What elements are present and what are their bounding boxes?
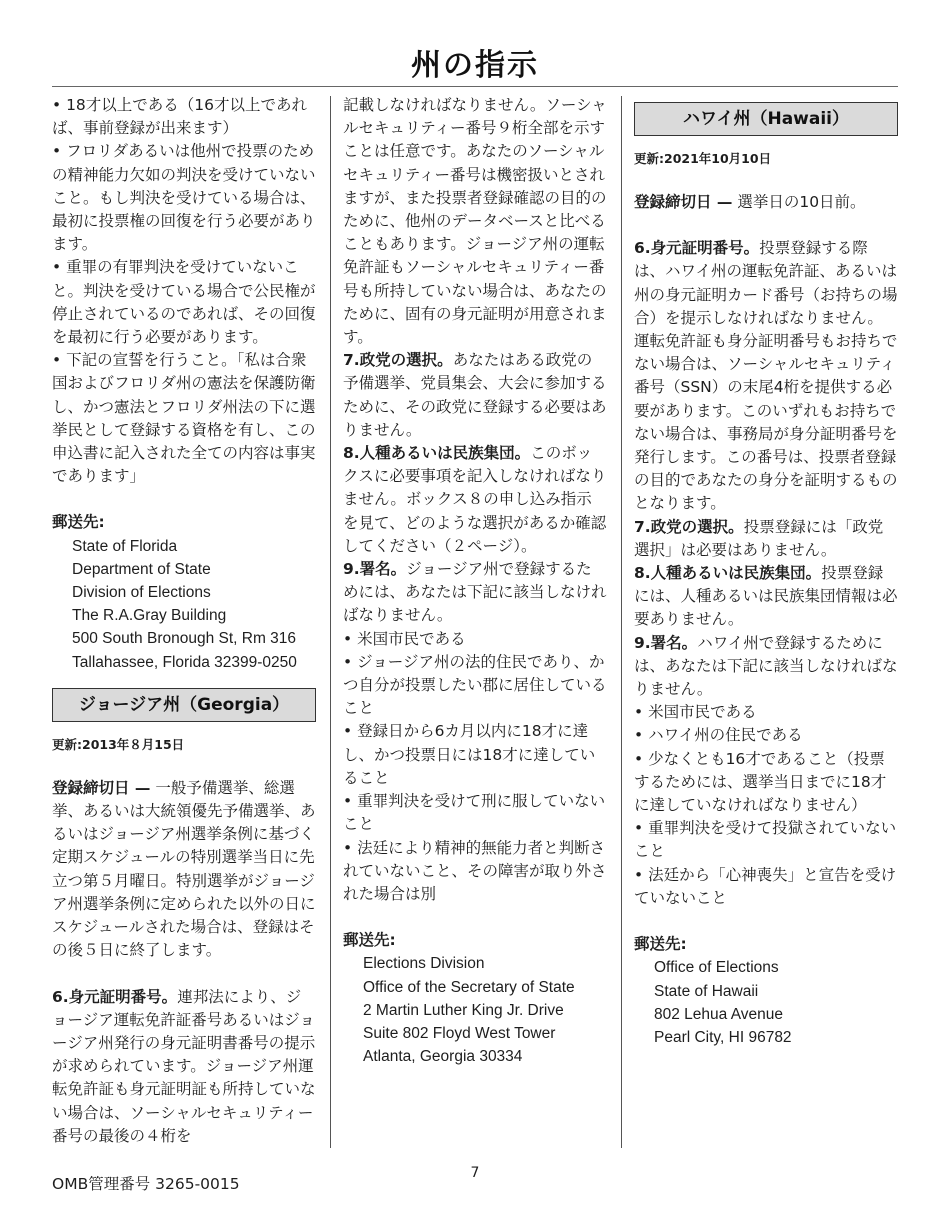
address-line: Office of the Secretary of State <box>363 978 575 996</box>
hawaii-requirement: • 法廷から「心神喪失」と宣告を受けていないこと <box>634 865 897 907</box>
address-line: The R.A.Gray Building <box>72 607 227 625</box>
title-rule <box>52 86 898 87</box>
address-line: Pearl City, HI 96782 <box>654 1028 792 1046</box>
mail-label: 郵送先: <box>634 935 687 954</box>
georgia-address <box>343 952 607 1068</box>
column-2 <box>343 94 607 1068</box>
hawaii-header: ハワイ州（Hawaii） <box>634 102 898 136</box>
georgia-header: ジョージア州（Georgia） <box>52 688 316 722</box>
mail-label: 郵送先: <box>52 513 105 532</box>
address-line: State of Hawaii <box>654 982 759 1000</box>
address-line: State of Florida <box>72 537 178 555</box>
page-number: 7 <box>470 1165 480 1181</box>
florida-requirement: • 18才以上である（16才以上であれば、事前登録が出来ます） <box>52 96 308 138</box>
georgia-signature: 9.署名。ジョージア州で登録するためには、あなたは下記に該当しなければなりません。 <box>343 560 607 625</box>
mail-label: 郵送先: <box>343 931 396 950</box>
georgia-deadline: 登録締切日 — 一般予備選挙、総選挙、あるいは大統領優先予備選挙、あるいはジョージア州選挙条例に基づく定期スケジュールの特別選挙当日に先立つ第５月曜日。特別選挙がジョージア州選挙条例に定められた以外の日にスケジュールされた場合は、登録はその後５日に終了します。 <box>52 778 316 960</box>
address-line: Office of Elections <box>654 959 779 977</box>
address-line: Division of Elections <box>72 584 211 602</box>
florida-requirement: • 重罪の有罪判決を受けていないこと。判決を受けている場合で公民権が停止されているのであれば、その回復を最初に行う必要があります。 <box>52 258 316 347</box>
page-title: 州の指示 <box>411 48 539 83</box>
hawaii-requirement: • 重罪判決を受けて投獄されていないこと <box>634 819 897 861</box>
georgia-requirement: • 米国市民である <box>343 629 466 648</box>
florida-requirement: • フロリダあるいは他州で投票のための精神能力欠如の判決を受けていないこと。もし判決を受けている場合は、最初に投票権の回復を行う必要があります。 <box>52 142 316 254</box>
hawaii-race: 8.人種あるいは民族集団。投票登録には、人種あるいは民族集団情報は必要ありません。 <box>634 564 898 629</box>
column-divider <box>621 96 622 1148</box>
address-line: Tallahassee, Florida 32399-0250 <box>72 653 297 671</box>
georgia-party: 7.政党の選択。あなたはある政党の予備選挙、党員集会、大会に参加するために、その政党に登録する必要はありません。 <box>343 351 607 439</box>
address-line: 2 Martin Luther King Jr. Drive <box>363 1001 564 1019</box>
hawaii-party: 7.政党の選択。投票登録には「政党選択」は必要はありません。 <box>634 517 884 559</box>
address-line: Atlanta, Georgia 30334 <box>363 1048 523 1066</box>
hawaii-signature: 9.署名。ハワイ州で登録するためには、あなたは下記に該当しなければなりません。 <box>634 633 898 699</box>
address-line: 500 South Bronough St, Rm 316 <box>72 630 297 648</box>
address-line: Elections Division <box>363 955 485 973</box>
georgia-requirement: • 法廷により精神的無能力者と判断されていないこと、その障害が取り外された場合は別 <box>343 838 607 903</box>
georgia-updated-date: 更新:2013年８月15日 <box>52 736 185 752</box>
address-line: Department of State <box>72 560 211 578</box>
hawaii-requirement: • ハワイ州の住民である <box>634 726 803 745</box>
hawaii-requirement: • 米国市民である <box>634 703 757 722</box>
hawaii-requirement: • 少なくとも16才であること（投票するためには、選挙当日までに18才に達していなければなりません） <box>634 749 887 815</box>
omb-number: OMB管理番号 3265-0015 <box>52 1175 240 1193</box>
address-line: 802 Lehua Avenue <box>654 1005 784 1023</box>
address-line: Suite 802 Floyd West Tower <box>363 1024 556 1042</box>
florida-requirement: • 下記の宣誓を行うこと。「私は合衆国およびフロリダ州の憲法を保護防衛し、かつ憲法とフロリダ州法の下に選挙民として登録する資格を有し、この申込書に記入された全ての内容は事実であります」 <box>52 351 316 486</box>
column-divider <box>330 96 331 1148</box>
column-1 <box>52 94 316 1148</box>
georgia-race: 8.人種あるいは民族集団。このボックスに必要事項を記入しなければなりません。ボックス８の申し込み指示を見て、どのような選択があるか確認してください（２ページ）。 <box>343 444 607 555</box>
hawaii-id-number: 6.身元証明番号。投票登録する際は、ハワイ州の運転免許証、あるいは州の身元証明カード番号（お持ちの場合）を提示しなければなりません。運転免許証も身分証明番号もお持ちでない場合は、ソーシャルセキュリティ番号（SSN）の末尾4桁を提供する必要があります。このいずれもお持ちでない場合は、事務局が身分証明番号を発行します。この番号は、投票者登録の目的であなたの身分を証明するものとなります。 <box>634 239 898 513</box>
georgia-id-number: 6.身元証明番号。連邦法により、ジョージア運転免許証番号あるいはジョージア州発行の身元証明書番号の提示が求められています。ジョージア州運転免許証も身元証明証も所持していない場合は、ソーシャルセキュリティー番号の最後の４桁を <box>52 987 316 1145</box>
column-3 <box>634 94 898 1049</box>
hawaii-deadline: 登録締切日 — 選挙日の10日前。 <box>634 193 866 211</box>
georgia-requirement: • 重罪判決を受けて刑に服していないこと <box>343 792 606 834</box>
georgia-requirement: • ジョージア州の法的住民であり、かつ自分が投票したい郡に居住していること <box>343 652 607 718</box>
georgia-requirement: • 登録日から6カ月以内に18才に達し、かつ投票日には18才に達していること <box>343 722 596 787</box>
florida-address <box>52 535 316 674</box>
hawaii-updated-date: 更新:2021年10月10日 <box>634 151 772 166</box>
hawaii-address <box>634 956 898 1049</box>
georgia-id-continued: 記載しなければなりません。ソーシャルセキュリティー番号９桁全部を示すことは任意です。あなたのソーシャルセキュリティー番号は機密扱いとされますが、また投票者登録確認の目的のために、他州のデータベースと比べることもあります。ジョージア州の運転免許証もソーシャルセキュリティー番号も所持していない場合は、あなたのために、固有の身元証明が用意されます。 <box>343 96 607 347</box>
